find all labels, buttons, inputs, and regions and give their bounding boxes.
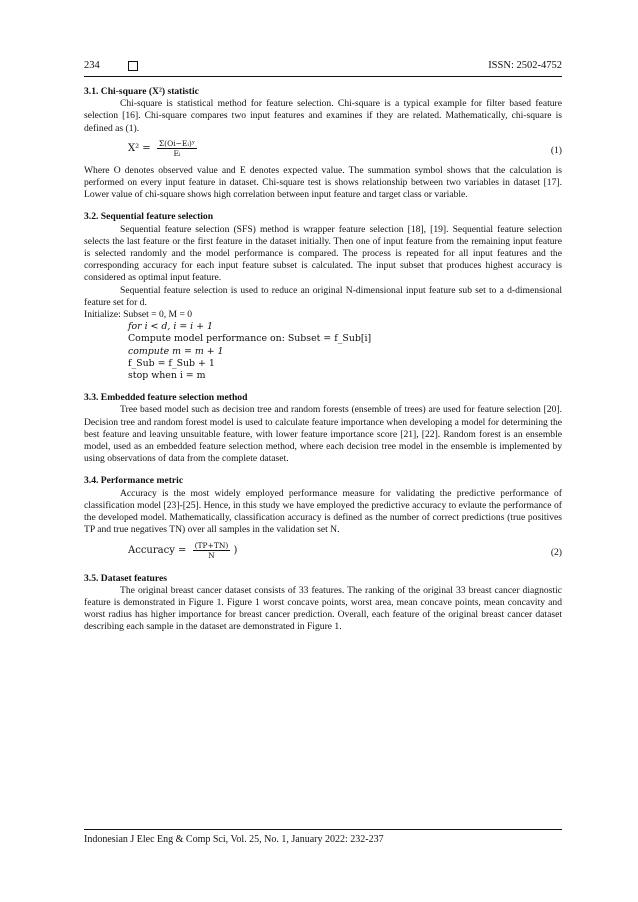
paragraph: Tree based model such as decision tree and random forests (ensemble of trees) are used for feature selection [20]. Decision tree and random forest model is used to calculate feature importance when developing a model for determining the best feature and leaving unsuitable feature, with lower feature importance score [21], [22]. Random forest is an ensemble model, used as an embedded feature selection method, where each decision tree model in the ensemble is implemented by using observations of data from the complete dataset.: [84, 404, 562, 465]
paragraph: The original breast cancer dataset consists of 33 features. The ranking of the original 33 breast cancer diagnostic feature is demonstrated in Figure 1. Figure 1 worst concave points, worst area, mean concave points, mean concavity and worst radius has higher importance for breast cancer prediction. Overall, each feature of the original breast cancer dataset describing each sample in the dataset are demonstrated in Figure 1.: [84, 584, 562, 633]
fraction-denominator: N: [208, 550, 215, 560]
fraction-numerator: Σ(Oi−Eᵢ)ʸ: [158, 138, 196, 148]
paragraph: Accuracy is the most widely employed performance measure for validating the predictive performance of classification model [23]-[25]. Hence, in this study we have employed the predictive accuracy to evlaute the performance of the developed model. Mathematically, classification accuracy is defined as the number of correct predictions (true positives TP and true negatives TN) over all samples in the validation set N.: [84, 487, 562, 536]
equation-lhs: X² =: [128, 142, 151, 154]
footer-rule: [84, 829, 562, 830]
header-rule: [84, 76, 562, 77]
equation-number: (2): [550, 546, 562, 558]
equation-number: (1): [550, 144, 562, 156]
running-footer: Indonesian J Elec Eng & Comp Sci, Vol. 25, No. 1, January 2022: 232-237: [84, 834, 384, 845]
algorithm-line: compute m = m + 1: [128, 345, 224, 357]
section-heading-3-3: 3.3. Embedded feature selection method: [84, 392, 248, 404]
paragraph: Where O denotes observed value and E denotes expected value. The summation symbol shows that the calculation is performed on every input feature in dataset. Chi-square test is shows relationship between two variables in dataset [17]. Lower value of chi-square shows high correlation between input feature and target class or variable.: [84, 164, 562, 201]
paragraph: Sequential feature selection is used to reduce an original N-dimensional input feature sub set to a d-dimensional feature set for d.: [84, 284, 562, 308]
fraction-numerator: (TP+TN): [194, 540, 229, 550]
equation-fraction: [193, 541, 231, 560]
paragraph: Sequential feature selection (SFS) method is wrapper feature selection [18], [19]. Sequential feature selection selects the last feature or the first feature in the dataset initially. Then one of input feature from the remaining input feature is selected randomly and the model performance is compared. The process is repeated for all input features and the corresponding accuracy for each input feature subset is calculated. The input subset that produces highest accuracy is considered as optimal input feature.: [84, 223, 562, 284]
algorithm-line: f_Sub = f_Sub + 1: [128, 357, 215, 369]
issn-label: ISSN: 2502-4752: [488, 60, 562, 71]
algorithm-init: Initialize: Subset = 0, M = 0: [84, 309, 193, 321]
paragraph: Chi-square is statistical method for feature selection. Chi-square is a typical example for filter based feature selection [16]. Chi-square compares two input features and examines if they are related. Mathematically, chi-square is defined as (1).: [84, 98, 562, 134]
page-number: 234: [84, 60, 100, 71]
algorithm-line: Compute model performance on: Subset = f_Sub[i]: [128, 333, 372, 345]
article-body: [84, 86, 562, 634]
section-heading-3-1: 3.1. Chi-square (X²) statistic: [84, 86, 199, 97]
checkbox-square-icon: [128, 61, 138, 71]
equation-2: [84, 537, 562, 567]
section-heading-3-2: 3.2. Sequential feature selection: [84, 211, 214, 223]
algorithm-line: stop when i = m: [128, 370, 206, 382]
equation-1: [84, 135, 562, 165]
algorithm-block: [84, 321, 562, 382]
fraction-denominator: Eᵢ: [173, 148, 181, 158]
algorithm-line: for i < d, i = i + 1: [128, 321, 213, 333]
section-heading-3-4: 3.4. Performance metric: [84, 475, 184, 487]
section-heading-3-5: 3.5. Dataset features: [84, 572, 167, 584]
equation-lhs: Accuracy =: [128, 544, 187, 556]
equation-tail: ): [233, 544, 238, 556]
equation-fraction: [157, 139, 197, 158]
